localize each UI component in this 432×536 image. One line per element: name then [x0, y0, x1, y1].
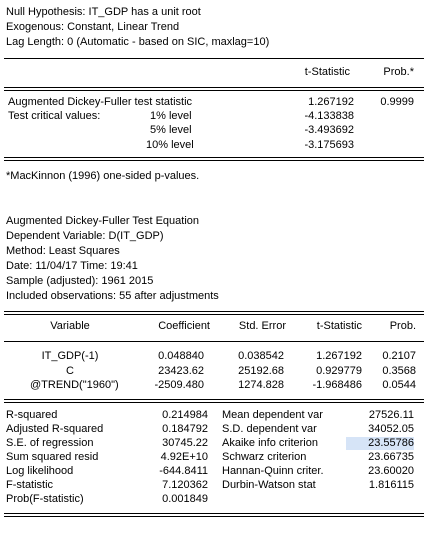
adf-stat-prob: 0.9999 — [380, 96, 414, 108]
stat-value: 0.184792 — [162, 423, 208, 435]
divider — [4, 399, 424, 400]
lag-length: Lag Length: 0 (Automatic - based on SIC, maxlag=10) — [6, 36, 270, 48]
stat-label: Prob(F-statistic) — [6, 493, 84, 505]
row-variable: @TREND("1960") — [30, 379, 119, 391]
divider — [4, 516, 424, 517]
stat-value: 30745.22 — [162, 437, 208, 449]
crit-level: 1% level — [150, 110, 192, 122]
stat-label: F-statistic — [6, 479, 54, 491]
equation-title: Augmented Dickey-Fuller Test Equation — [6, 215, 200, 227]
stat-value-selected[interactable]: 23.55786 — [346, 437, 414, 450]
stat-value: 4.92E+10 — [160, 451, 208, 463]
row-std-error: 0.038542 — [238, 350, 284, 362]
stat-label: Akaike info criterion — [222, 437, 318, 449]
stat-label: S.D. dependent var — [222, 423, 317, 435]
row-variable: C — [66, 365, 74, 377]
divider — [4, 90, 424, 91]
divider — [4, 513, 424, 514]
row-tstat: -1.968486 — [312, 379, 362, 391]
stat-value: 23.66735 — [368, 451, 414, 463]
footnote: *MacKinnon (1996) one-sided p-values. — [6, 170, 200, 182]
adf-col-prob: Prob.* — [383, 66, 414, 78]
row-prob: 0.0544 — [382, 379, 416, 391]
divider — [4, 58, 424, 59]
observations: Included observations: 55 after adjustments — [6, 290, 219, 302]
exogenous: Exogenous: Constant, Linear Trend — [6, 21, 180, 33]
stat-label: Hannan-Quinn criter. — [222, 465, 324, 477]
stat-label: Log likelihood — [6, 465, 74, 477]
col-header-coefficient: Coefficient — [158, 320, 210, 332]
divider — [4, 160, 424, 161]
divider — [4, 402, 424, 403]
adf-stat-value: 1.267192 — [308, 96, 354, 108]
stat-value: 0.001849 — [162, 493, 208, 505]
stat-label: S.E. of regression — [6, 437, 94, 449]
row-tstat: 1.267192 — [316, 350, 362, 362]
col-header-variable: Variable — [50, 320, 90, 332]
divider — [4, 314, 424, 315]
row-std-error: 25192.68 — [238, 365, 284, 377]
method: Method: Least Squares — [6, 245, 120, 257]
row-variable: IT_GDP(-1) — [41, 350, 99, 362]
stat-label: Durbin-Watson stat — [222, 479, 316, 491]
stat-value: 7.120362 — [162, 479, 208, 491]
col-header-tstat: t-Statistic — [316, 320, 362, 332]
row-prob: 0.2107 — [382, 350, 416, 362]
divider — [4, 157, 424, 158]
stat-value: -644.8411 — [159, 465, 208, 477]
divider — [4, 311, 424, 312]
col-header-std-error: Std. Error — [238, 320, 286, 332]
stat-value: 23.60020 — [368, 465, 414, 477]
row-prob: 0.3568 — [382, 365, 416, 377]
stat-label: Adjusted R-squared — [6, 423, 104, 435]
stat-value: 0.214984 — [162, 409, 208, 421]
dependent-variable: Dependent Variable: D(IT_GDP) — [6, 230, 164, 242]
sample: Sample (adjusted): 1961 2015 — [6, 275, 154, 287]
row-coefficient: 23423.62 — [158, 365, 204, 377]
row-std-error: 1274.828 — [238, 379, 284, 391]
adf-stat-label: Augmented Dickey-Fuller test statistic — [8, 96, 193, 108]
stat-label: Schwarz criterion — [222, 451, 307, 463]
divider — [4, 341, 424, 342]
crit-level: 5% level — [150, 124, 192, 136]
crit-value: -3.493692 — [304, 124, 354, 136]
adf-col-tstat: t-Statistic — [304, 66, 350, 78]
divider — [4, 87, 424, 88]
null-hypothesis: Null Hypothesis: IT_GDP has a unit root — [6, 6, 201, 18]
stat-label: Sum squared resid — [6, 451, 99, 463]
stat-value: 27526.11 — [368, 409, 414, 421]
row-tstat: 0.929779 — [316, 365, 362, 377]
row-coefficient: 0.048840 — [158, 350, 204, 362]
crit-label: Test critical values: — [8, 110, 101, 122]
stat-value: 1.816115 — [368, 479, 414, 491]
col-header-prob: Prob. — [389, 320, 416, 332]
crit-value: -4.133838 — [304, 110, 354, 122]
stat-label: R-squared — [6, 409, 58, 421]
date-time: Date: 11/04/17 Time: 19:41 — [6, 260, 138, 272]
row-coefficient: -2509.480 — [154, 379, 204, 391]
crit-level: 10% level — [146, 139, 194, 151]
stat-value: 34052.05 — [368, 423, 414, 435]
stat-label: Mean dependent var — [222, 409, 323, 421]
crit-value: -3.175693 — [304, 139, 354, 151]
